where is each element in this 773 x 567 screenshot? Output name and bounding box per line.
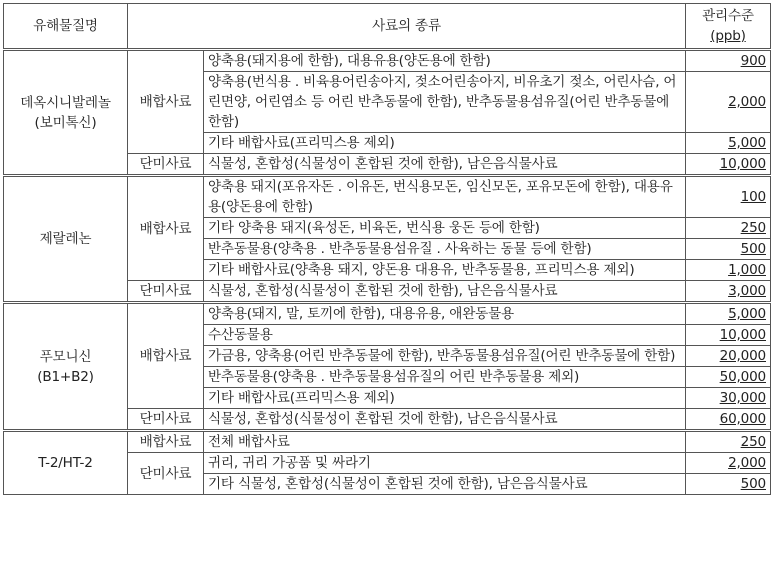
feed-subtype: 배합사료 [128,303,204,409]
feed-desc: 식물성, 혼합성(식물성이 혼합된 것에 한함), 남은음식물사료 [204,154,686,176]
feed-desc: 식물성, 혼합성(식물성이 혼합된 것에 한함), 남은음식물사료 [204,409,686,431]
group-zearalenone [4,176,771,303]
level-value: 2,000 [686,72,771,133]
header-level [686,4,771,50]
feed-desc: 전체 배합사료 [204,431,686,453]
feed-subtype: 단미사료 [128,453,204,495]
level-value: 20,000 [686,346,771,367]
substance-name-sub: (보미톡신) [34,114,97,131]
header-substance: 유해물질명 [4,4,128,50]
level-value: 2,000 [686,453,771,474]
substance-name-text: 데옥시니발레놀 [20,94,111,111]
substance-name [4,303,128,431]
level-value: 100 [686,176,771,218]
feed-desc: 귀리, 귀리 가공품 및 싸라기 [204,453,686,474]
feed-subtype: 배합사료 [128,431,204,453]
level-value: 30,000 [686,388,771,409]
level-value: 250 [686,218,771,239]
feed-subtype: 단미사료 [128,281,204,303]
feed-desc: 수산동물용 [204,325,686,346]
feed-desc: 기타 배합사료(프리믹스용 제외) [204,133,686,154]
feed-desc: 기타 식물성, 혼합성(식물성이 혼합된 것에 한함), 남은음식물사료 [204,474,686,495]
substance-name-text: 푸모니신 [39,348,92,365]
feed-subtype: 배합사료 [128,176,204,281]
substance-name-text: T-2/HT-2 [38,455,93,471]
substance-name [4,50,128,176]
level-value: 10,000 [686,154,771,176]
feed-desc: 양축용(번식용 . 비육용어린송아지, 젖소어린송아지, 비유초기 젖소, 어린사슴, 어린면양, 어린염소 등 어린 반추동물에 한함), 반추동물용섬유질(어린 반추동물에 한함) [204,72,686,133]
feed-desc: 식물성, 혼합성(식물성이 혼합된 것에 한함), 남은음식물사료 [204,281,686,303]
level-value: 50,000 [686,367,771,388]
feed-desc: 기타 양축용 돼지(육성돈, 비육돈, 번식용 웅돈 등에 한함) [204,218,686,239]
feed-desc: 양축용(돼지용에 한함), 대용유용(양돈용에 한함) [204,50,686,72]
header-row [4,4,771,50]
feed-subtype: 배합사료 [128,50,204,154]
substance-name [4,176,128,303]
group-deoxynivalenol [4,50,771,176]
level-value: 60,000 [686,409,771,431]
table-row [4,431,771,453]
level-value: 500 [686,474,771,495]
feed-desc: 가금용, 양축용(어린 반추동물에 한함), 반추동물용섬유질(어린 반추동물에 한함) [204,346,686,367]
regulation-table [3,3,771,495]
level-value: 5,000 [686,133,771,154]
level-value: 900 [686,50,771,72]
table-row [4,50,771,72]
table-row [4,176,771,218]
level-value: 500 [686,239,771,260]
group-t2-ht2 [4,431,771,495]
substance-name-text: 제랄레논 [39,231,92,247]
level-value: 1,000 [686,260,771,281]
feed-desc: 양축용(돼지, 말, 토끼에 한함), 대용유용, 애완동물용 [204,303,686,325]
header-level-label: 관리수준 [702,8,754,24]
feed-desc: 기타 배합사료(양축용 돼지, 양돈용 대용유, 반추동물용, 프리믹스용 제외) [204,260,686,281]
substance-name [4,431,128,495]
substance-name-sub: (B1+B2) [37,368,94,385]
header-feed-type: 사료의 종류 [128,4,686,50]
header-level-unit: (ppb) [710,28,746,44]
level-value: 3,000 [686,281,771,303]
level-value: 250 [686,431,771,453]
feed-subtype: 단미사료 [128,154,204,176]
group-fumonisin [4,303,771,431]
feed-desc: 반추동물용(양축용 . 반추동물용섬유질 . 사육하는 동물 등에 한함) [204,239,686,260]
level-value: 10,000 [686,325,771,346]
table-row [4,303,771,325]
feed-desc: 반추동물용(양축용 . 반추동물용섬유질의 어린 반추동물용 제외) [204,367,686,388]
feed-desc: 기타 배합사료(프리믹스용 제외) [204,388,686,409]
level-value: 5,000 [686,303,771,325]
feed-subtype: 단미사료 [128,409,204,431]
feed-desc: 양축용 돼지(포유자돈 . 이유돈, 번식용모돈, 임신모돈, 포유모돈에 한함), 대용유용(양돈용에 한함) [204,176,686,218]
